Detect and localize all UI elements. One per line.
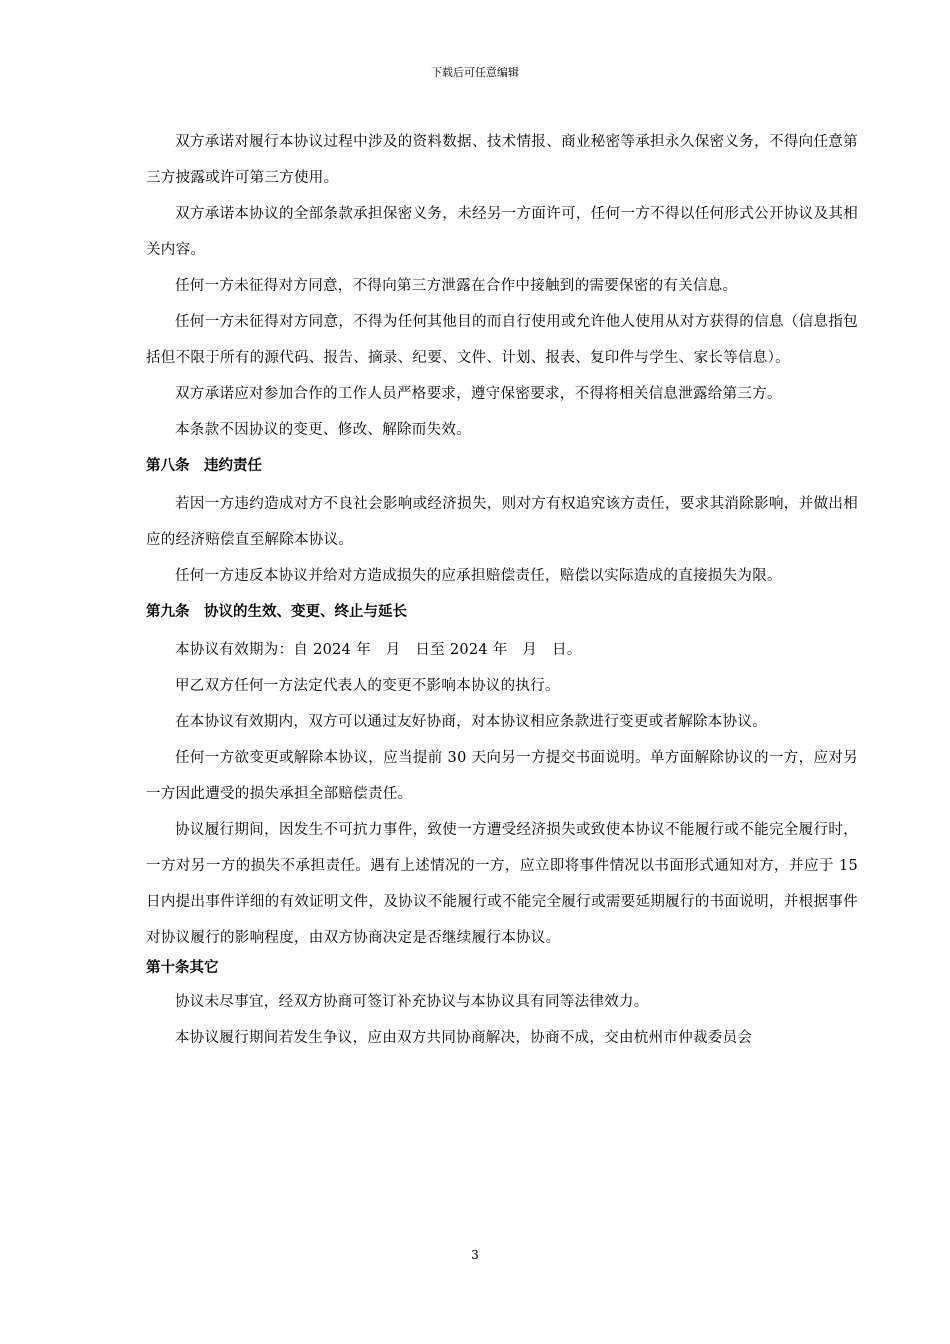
- page-header: 下载后可任意编辑: [431, 66, 519, 79]
- section-10-paragraph-1: 协议未尽事宜，经双方协商可签订补充协议与本协议具有同等法律效力。: [175, 994, 649, 1010]
- section-9-paragraph-4: 任何一方欲变更或解除本协议，应当提前 30 天向另一方提交书面说明。单方面解除协议的一方，应对另一方因此遭受的损失承担全部赔偿责任。: [146, 750, 858, 802]
- document-body: [146, 124, 858, 1056]
- page-number: 3: [471, 1248, 479, 1262]
- confidentiality-paragraph-5: 双方承诺应对参加合作的工作人员严格要求，遵守保密要求，不得将相关信息泄露给第三方。: [175, 386, 782, 402]
- confidentiality-paragraph-1: 双方承诺对履行本协议过程中涉及的资料数据、技术情报、商业秘密等承担永久保密义务，不得向任意第三方披露或许可第三方使用。: [146, 134, 858, 186]
- section-9-heading: 第九条 协议的生效、变更、终止与延长: [146, 604, 407, 620]
- section-9-paragraph-5: 协议履行期间，因发生不可抗力事件，致使一方遭受经济损失或致使本协议不能履行或不能完全履行时，一方对另一方的损失不承担责任。遇有上述情况的一方，应立即将事件情况以书面形式通知对方，并应于 15 日内提出事件详细的有效证明文件，及协议不能履行或不能完全履行或需要延期履行的书面说明，并根据事件对协议履行的影响程度，由双方协商决定是否继续履行本协议。: [146, 822, 858, 946]
- confidentiality-paragraph-6: 本条款不因协议的变更、修改、解除而失效。: [175, 422, 471, 438]
- section-10-paragraph-2: 本协议履行期间若发生争议，应由双方共同协商解决，协商不成，交由杭州市仲裁委员会: [175, 1030, 753, 1046]
- section-9-paragraph-3: 在本协议有效期内，双方可以通过友好协商，对本协议相应条款进行变更或者解除本协议。: [175, 714, 767, 730]
- section-9-paragraph-2: 甲乙双方任何一方法定代表人的变更不影响本协议的执行。: [175, 678, 560, 694]
- confidentiality-paragraph-2: 双方承诺本协议的全部条款承担保密义务，未经另一方面许可，任何一方不得以任何形式公开协议及其相关内容。: [146, 206, 858, 258]
- section-8-heading: 第八条 违约责任: [146, 458, 262, 474]
- section-8-paragraph-1: 若因一方违约造成对方不良社会影响或经济损失，则对方有权追究该方责任，要求其消除影响，并做出相应的经济赔偿直至解除本协议。: [146, 496, 858, 548]
- section-10-heading: 第十条其它: [146, 960, 219, 976]
- section-8-paragraph-2: 任何一方违反本协议并给对方造成损失的应承担赔偿责任，赔偿以实际造成的直接损失为限。: [175, 568, 782, 584]
- section-9-paragraph-1: 本协议有效期为：自 2024 年 月 日至 2024 年 月 日。: [175, 642, 582, 658]
- confidentiality-paragraph-4: 任何一方未征得对方同意，不得为任何其他目的而自行使用或允许他人使用从对方获得的信息（信息指包括但不限于所有的源代码、报告、摘录、纪要、文件、计划、报表、复印件与学生、家长等信息）。: [146, 314, 858, 366]
- confidentiality-paragraph-3: 任何一方未征得对方同意，不得向第三方泄露在合作中接触到的需要保密的有关信息。: [175, 278, 738, 294]
